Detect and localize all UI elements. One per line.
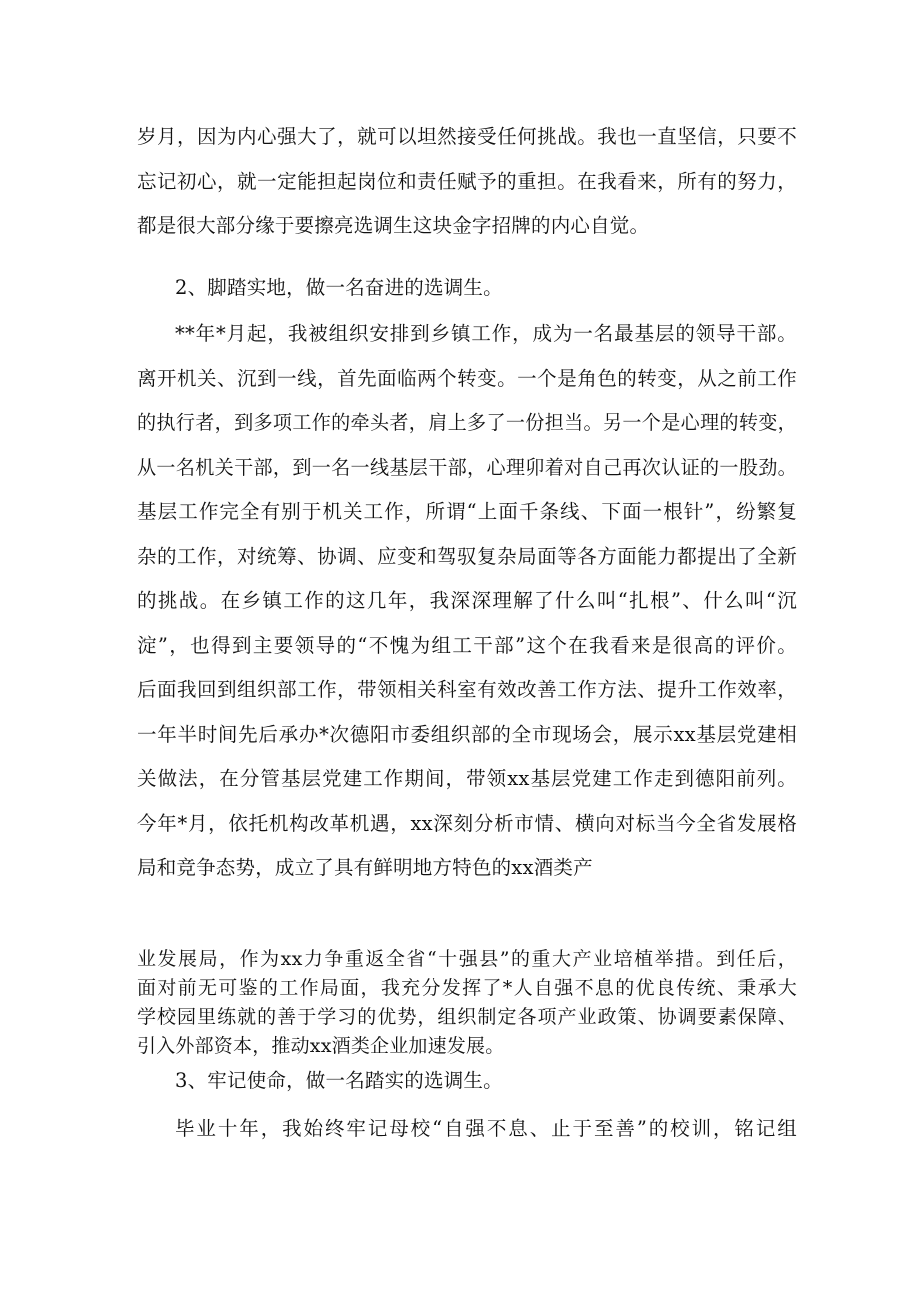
text-line: 的挑战。在乡镇工作的这几年，我深深理解了什么叫“扎根”、什么叫“沉 xyxy=(137,589,797,612)
text-line: 毕业十年，我始终牢记母校“自强不息、止于至善”的校训，铭记组 xyxy=(175,1117,797,1140)
text-line: 从一名机关干部，到一名一线基层干部，心理卯着对自己再次认证的一股劲。 xyxy=(137,455,797,479)
paragraph-2 xyxy=(137,312,797,891)
paragraph-3 xyxy=(137,945,797,1061)
text-line: 面对前无可鉴的工作局面，我充分发挥了*人自强不息的优良传统、秉承大 xyxy=(137,977,797,999)
text-line: 岁月，因为内心强大了，就可以坦然接受任何挑战。我也一直坚信，只要不 xyxy=(137,125,797,148)
text-line: 的执行者，到多项工作的牵头者，肩上多了一份担当。另一个是心理的转变， xyxy=(137,411,797,434)
heading-text: 3、牢记使命，做一名踏实的选调生。 xyxy=(175,1069,503,1092)
text-line: 基层工作完全有别于机关工作，所谓“上面千条线、下面一根针”，纷繁复 xyxy=(137,500,797,523)
paragraph-continuation xyxy=(137,115,797,249)
text-line: 杂的工作，对统筹、协调、应变和驾驭复杂局面等各方面能力都提出了全新 xyxy=(137,544,797,568)
text-line: 关做法，在分管基层党建工作期间，带领xx基层党建工作走到德阳前列。 xyxy=(137,767,797,790)
section-heading-2 xyxy=(175,266,775,310)
section-heading-3 xyxy=(175,1059,775,1103)
text-line: 今年*月，依托机构改革机遇，xx深刻分析市情、横向对标当今全省发展格 xyxy=(137,811,797,835)
text-line: 学校园里练就的善于学习的优势，组织制定各项产业政策、协调要素保障、 xyxy=(137,1006,797,1028)
text-line: 都是很大部分缘于要擦亮选调生这块金字招牌的内心自觉。 xyxy=(137,214,650,237)
text-line: **年*月起，我被组织安排到乡镇工作，成为一名最基层的领导干部。 xyxy=(175,322,797,345)
text-line: 后面我回到组织部工作，带领相关科室有效改善工作方法、提升工作效率， xyxy=(137,678,797,701)
heading-text: 2、脚踏实地，做一名奋进的选调生。 xyxy=(175,276,503,299)
text-line: 淀”，也得到主要领导的“不愧为组工干部”这个在我看来是很高的评价。 xyxy=(137,633,797,657)
text-line: 局和竞争态势，成立了具有鲜明地方特色的xx酒类产 xyxy=(137,856,593,879)
text-line: 离开机关、沉到一线，首先面临两个转变。一个是角色的转变，从之前工作 xyxy=(137,366,797,390)
text-line: 业发展局，作为xx力争重返全省“十强县”的重大产业培植举措。到任后， xyxy=(137,948,797,970)
text-line: 引入外部资本，推动xx酒类企业加速发展。 xyxy=(137,1035,505,1057)
text-line: 一年半时间先后承办*次德阳市委组织部的全市现场会，展示xx基层党建相 xyxy=(137,722,797,746)
paragraph-4 xyxy=(137,1107,797,1151)
text-line: 忘记初心，就一定能担起岗位和责任赋予的重担。在我看来，所有的努力， xyxy=(137,169,797,193)
